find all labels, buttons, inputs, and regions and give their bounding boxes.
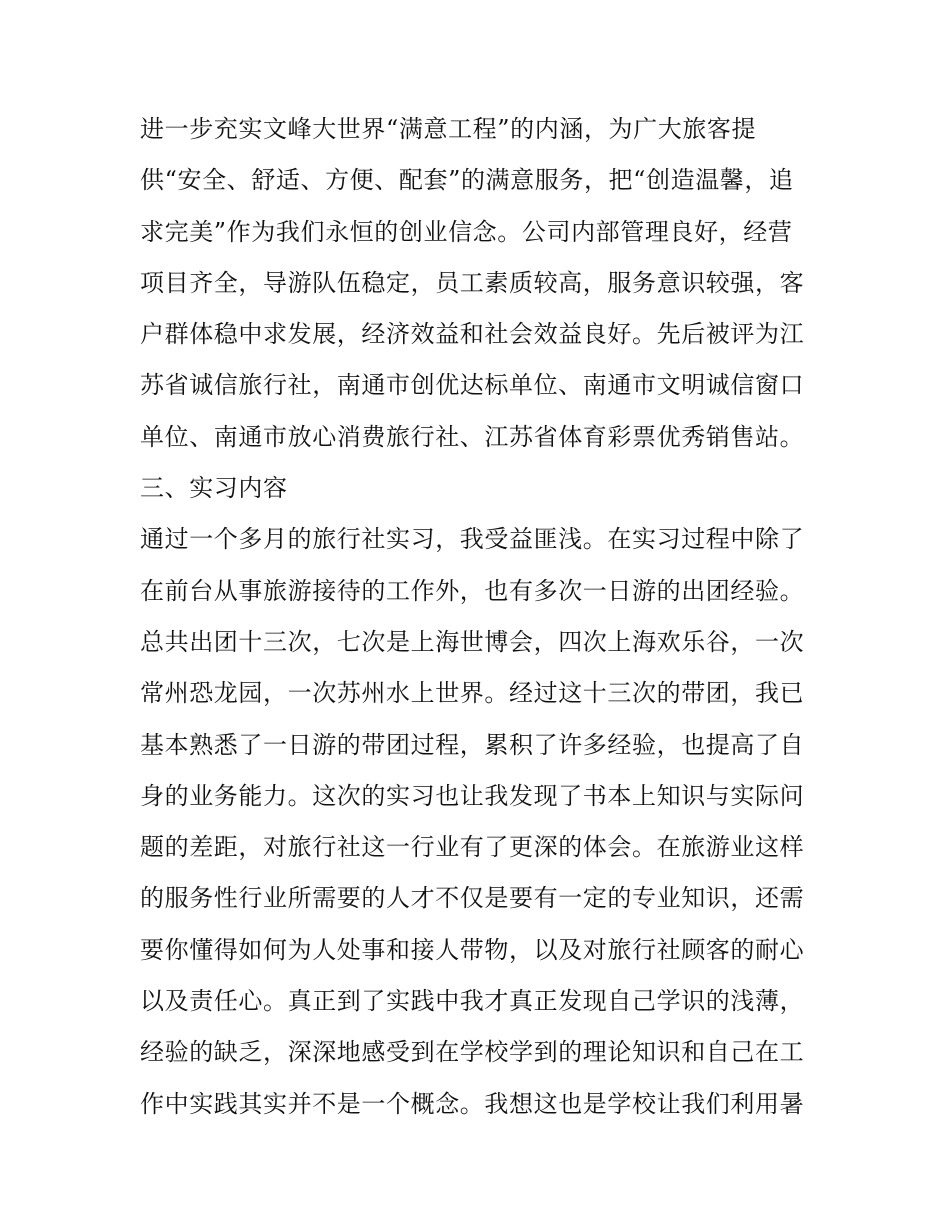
text-line: 常州恐龙园，一次苏州水上世界。经过这十三次的带团，我已 <box>140 679 805 708</box>
text-line: 经验的缺乏，深深地感受到在学校学到的理论知识和自己在工 <box>140 1038 805 1067</box>
text-line: 求完美”作为我们永恒的创业信念。公司内部管理良好，经营 <box>140 217 793 246</box>
text-line: 项目齐全，导游队伍稳定，员工素质较高，服务意识较强，客 <box>140 268 805 297</box>
section-heading: 三、实习内容 <box>140 474 288 503</box>
text-line: 的服务性行业所需要的人才不仅是要有一定的专业知识，还需 <box>140 884 805 913</box>
text-line: 通过一个多月的旅行社实习，我受益匪浅。在实习过程中除了 <box>140 525 805 554</box>
text-line: 题的差距，对旅行社这一行业有了更深的体会。在旅游业这样 <box>140 833 805 862</box>
text-line: 作中实践其实并不是一个概念。我想这也是学校让我们利用暑 <box>140 1089 805 1118</box>
text-line: 要你懂得如何为人处事和接人带物，以及对旅行社顾客的耐心 <box>140 935 805 964</box>
text-line: 在前台从事旅游接待的工作外，也有多次一日游的出团经验。 <box>140 576 805 605</box>
text-line: 以及责任心。真正到了实践中我才真正发现自己学识的浅薄， <box>140 987 805 1016</box>
text-line: 身的业务能力。这次的实习也让我发现了书本上知识与实际问 <box>140 781 805 810</box>
text-line: 供“安全、舒适、方便、配套”的满意服务，把“创造温馨，追 <box>140 166 794 195</box>
text-line: 总共出团十三次，七次是上海世博会，四次上海欢乐谷，一次 <box>140 627 805 656</box>
text-line: 基本熟悉了一日游的带团过程，累积了许多经验，也提高了自 <box>140 730 805 759</box>
document-body <box>140 110 820 1136</box>
text-line: 单位、南通市放心消费旅行社、江苏省体育彩票优秀销售站。 <box>140 422 805 451</box>
text-line: 进一步充实文峰大世界“满意工程”的内涵，为广大旅客提 <box>140 115 757 143</box>
text-line: 户群体稳中求发展，经济效益和社会效益良好。先后被评为江 <box>140 320 805 349</box>
text-line: 苏省诚信旅行社，南通市创优达标单位、南通市文明诚信窗口 <box>140 371 805 400</box>
